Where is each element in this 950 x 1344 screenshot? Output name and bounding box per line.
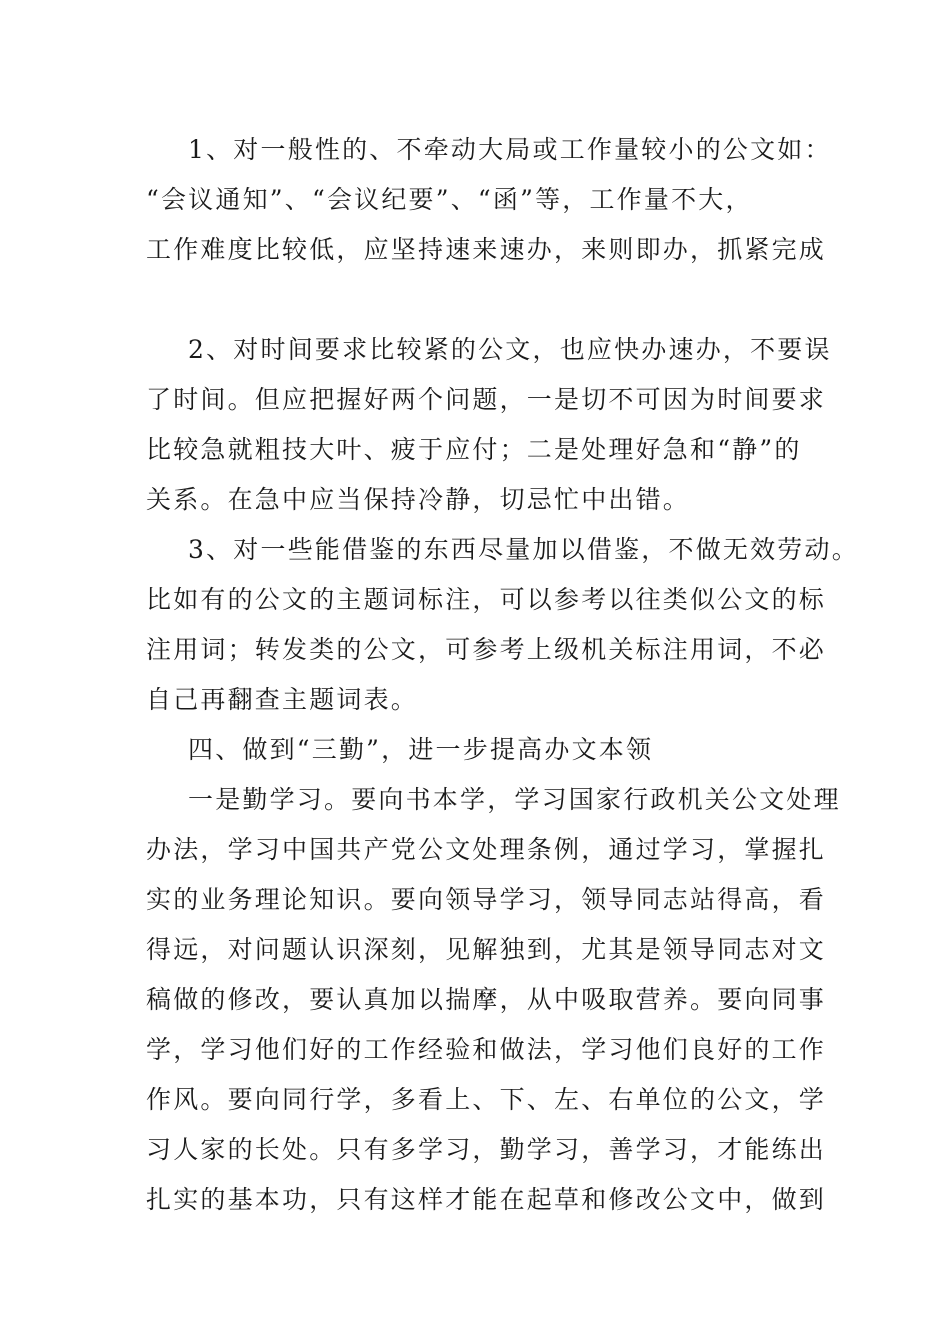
text-line: 实的业务理论知识。要向领导学习，领导同志站得高，看 (146, 885, 827, 914)
text-line: “会议通知”、“会议纪要”、“函”等，工作量不大， (146, 185, 753, 214)
text-line: 注用词；转发类的公文，可参考上级机关标注用词，不必 (146, 635, 827, 664)
text-line: 一是勤学习。要向书本学，学习国家行政机关公文处理 (188, 785, 841, 814)
text-line: 学，学习他们好的工作经验和做法，学习他们良好的工作 (146, 1035, 827, 1064)
text-line: 自己再翻查主题词表。 (146, 685, 419, 714)
text-line: 作风。要向同行学，多看上、下、左、右单位的公文，学 (146, 1085, 827, 1114)
text-line: 比如有的公文的主题词标注，可以参考以往类似公文的标 (146, 585, 827, 614)
text-line: 2、对时间要求比较紧的公文，也应快办速办，不要误 (188, 335, 832, 364)
text-line: 了时间。但应把握好两个问题，一是切不可因为时间要求 (146, 385, 827, 414)
text-line: 习人家的长处。只有多学习，勤学习，善学习，才能练出 (146, 1135, 827, 1164)
text-line: 得远，对问题认识深刻，见解独到，尤其是领导同志对文 (146, 935, 827, 964)
text-line: 工作难度比较低，应坚持速来速办，来则即办，抓紧完成 (146, 235, 827, 264)
text-line: 扎实的基本功，只有这样才能在起草和修改公文中，做到 (146, 1185, 827, 1214)
text-line: 比较急就粗技大叶、疲于应付；二是处理好急和“静”的 (146, 435, 802, 464)
text-line: 3、对一些能借鉴的东西尽量加以借鉴，不做无效劳动。 (188, 535, 859, 564)
section-heading: 四、做到“三勤”，进一步提高办文本领 (188, 735, 654, 764)
text-line: 办法，学习中国共产党公文处理条例，通过学习，掌握扎 (146, 835, 827, 864)
text-line: 1、对一般性的、不牵动大局或工作量较小的公文如： (188, 135, 832, 164)
text-line: 关系。在急中应当保持冷静，切忌忙中出错。 (146, 485, 691, 514)
text-line: 稿做的修改，要认真加以揣摩，从中吸取营养。要向同事 (146, 985, 827, 1014)
